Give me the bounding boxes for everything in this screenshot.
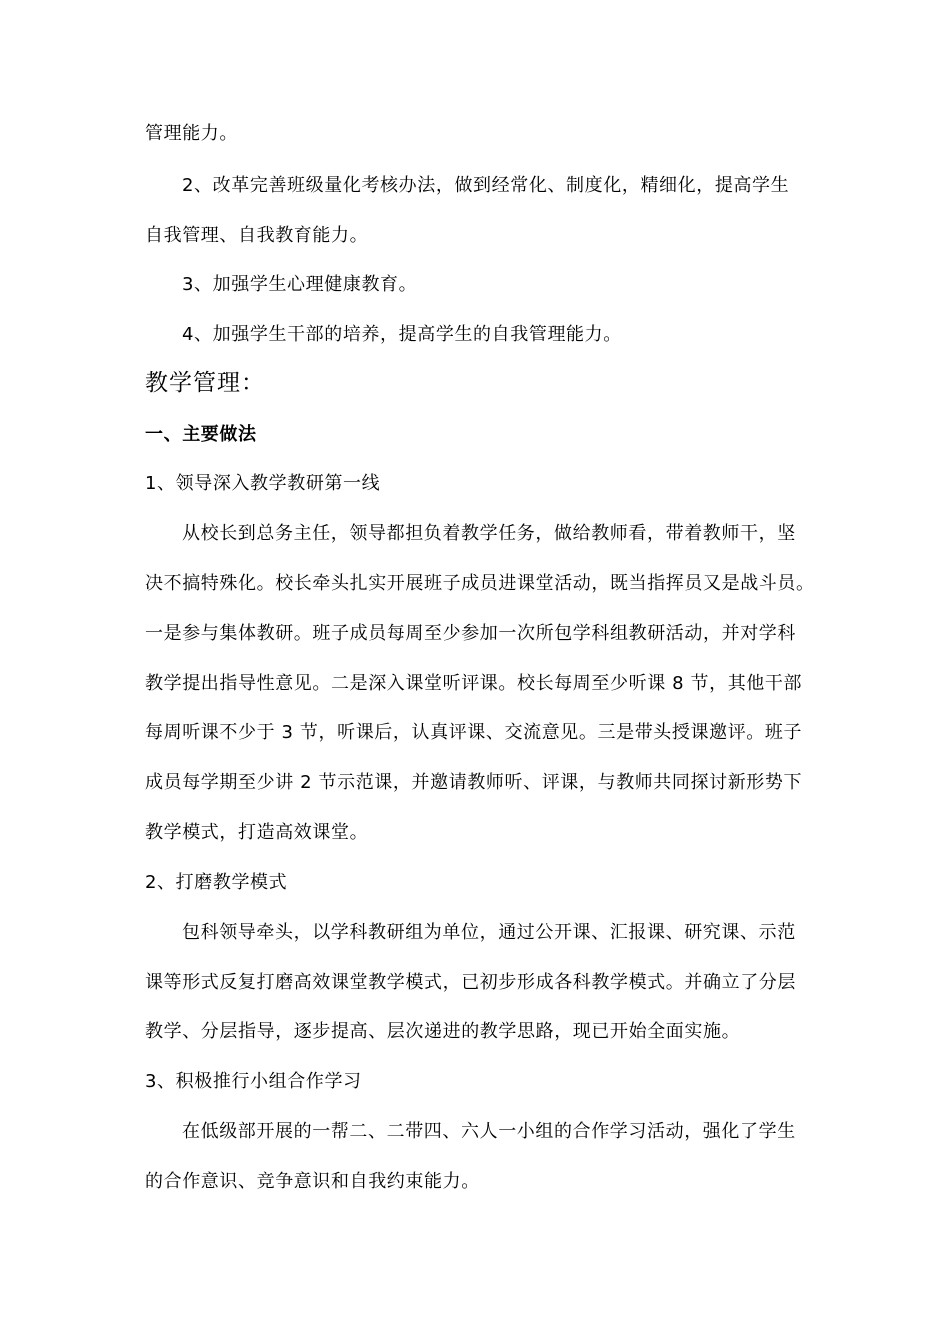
item-title: 3、积极推行小组合作学习 [145,1071,362,1092]
text-line: 4、加强学生干部的培养，提高学生的自我管理能力。 [182,324,622,345]
text-line: 课等形式反复打磨高效课堂教学模式，已初步形成各科教学模式。并确立了分层 [145,972,796,993]
text-line: 2、改革完善班级量化考核办法，做到经常化、制度化，精细化，提高学生 [182,175,790,196]
text-line: 教学、分层指导，逐步提高、层次递进的教学思路，现已开始全面实施。 [145,1021,741,1042]
item-title: 1、领导深入教学教研第一线 [145,473,381,494]
text-line: 3、加强学生心理健康教育。 [182,274,418,295]
text-line: 决不搞特殊化。校长牵头扎实开展班子成员进课堂活动，既当指挥员又是战斗员。 [145,573,815,594]
text-line: 管理能力。 [145,123,238,144]
item-title: 2、打磨教学模式 [145,872,288,893]
text-line: 自我管理、自我教育能力。 [145,225,369,246]
text-line: 在低级部开展的一帮二、二带四、六人一小组的合作学习活动，强化了学生 [182,1121,796,1142]
text-line: 教学提出指导性意见。二是深入课堂听评课。校长每周至少听课 8 节，其他干部 [145,673,803,694]
text-line: 成员每学期至少讲 2 节示范课，并邀请教师听、评课，与教师共同探讨新形势下 [145,772,803,793]
text-line: 从校长到总务主任，领导都担负着教学任务，做给教师看，带着教师干，坚 [182,523,796,544]
text-line: 的合作意识、竞争意识和自我约束能力。 [145,1171,480,1192]
text-line: 每周听课不少于 3 节，听课后，认真评课、交流意见。三是带头授课邀评。班子 [145,722,803,743]
text-line: 教学模式，打造高效课堂。 [145,822,369,843]
subsection-title: 一、主要做法 [145,424,257,445]
text-line: 包科领导牵头，以学科教研组为单位，通过公开课、汇报课、研究课、示范 [182,922,796,943]
section-title: 教学管理： [145,370,265,396]
text-line: 一是参与集体教研。班子成员每周至少参加一次所包学科组教研活动，并对学科 [145,623,796,644]
